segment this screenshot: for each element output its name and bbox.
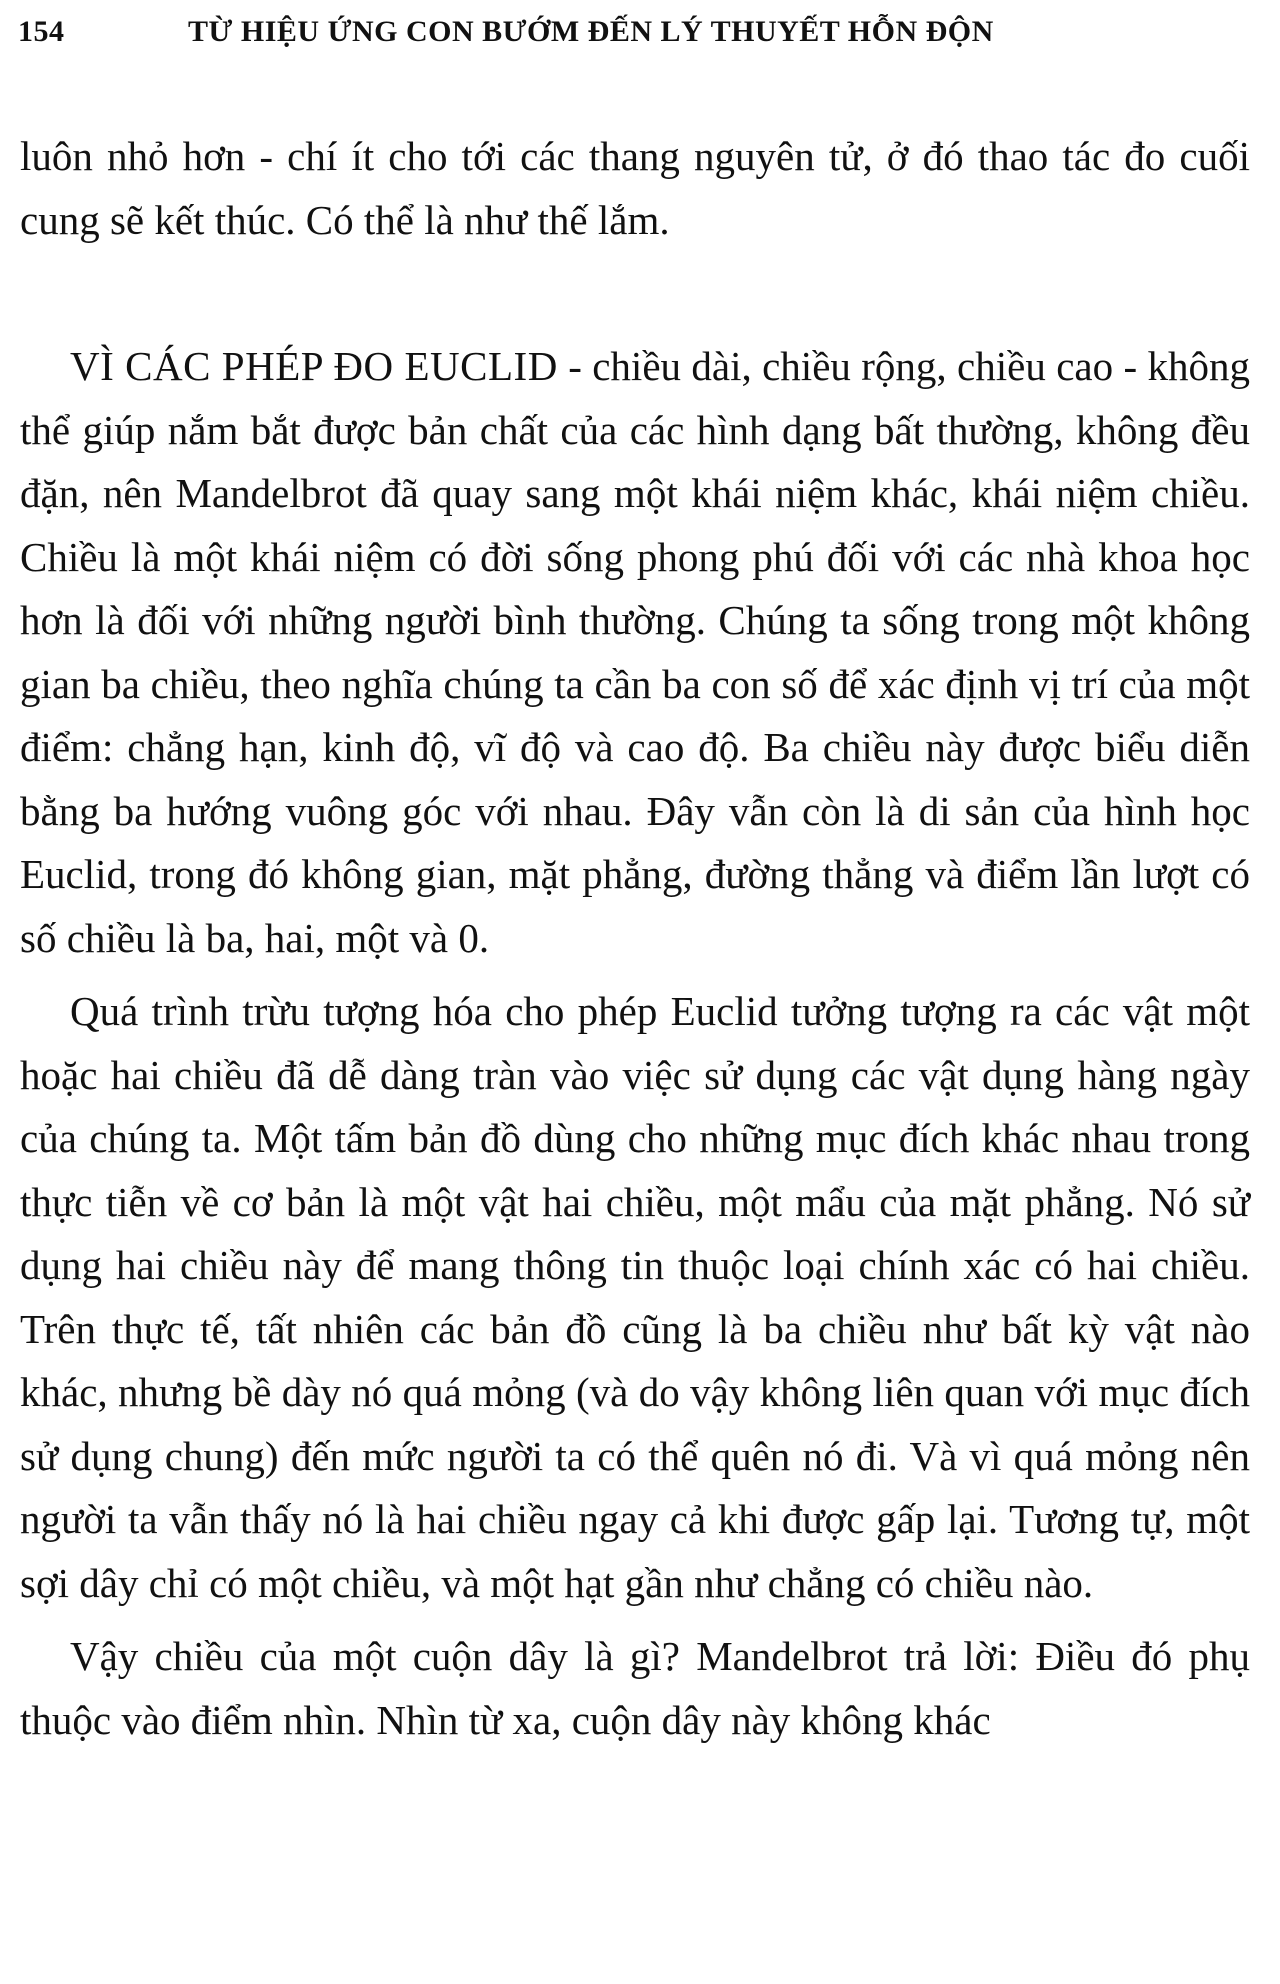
paragraph-continued: luôn nhỏ hơn - chí ít cho tới các thang nguyên tử, ở đó thao tác đo cuối cung sẽ kết thúc. Có thể là như thế lắm. [20,133,1250,243]
paragraph-text: - chiều dài, chiều rộng, chiều cao - không thể giúp nắm bắt được bản chất của các hình dạng bất thường, không đều đặn, nên Mandelbrot đã quay sang một khái niệm khác, khái niệm chiều. Chiều là một khái niệm có đời sống phong phú đối với các nhà khoa học hơn là đối với những người bình thường. Chúng ta sống trong một không gian ba chiều, theo nghĩa chúng ta cần ba con số để xác định vị trí của một điểm: chẳng hạn, kinh độ, vĩ độ và cao độ. Ba chiều này được biểu diễn bằng ba hướng vuông góc với nhau. Đây vẫn còn là di sản của hình học Euclid, trong đó không gian, mặt phẳng, đường thẳng và điểm lần lượt có số chiều là ba, hai, một và 0. [20,343,1250,961]
body-text [20,125,1250,1752]
running-title: TỪ HIỆU ỨNG CON BƯỚM ĐẾN LÝ THUYẾT HỖN ĐỘN [188,15,994,48]
paragraph: Vậy chiều của một cuộn dây là gì? Mandelbrot trả lời: Điều đó phụ thuộc vào điểm nhìn. Nhìn từ xa, cuộn dây này không khác [20,1633,1250,1743]
page-header [18,12,1258,52]
paragraph-section-start [20,335,1250,970]
page-number: 154 [18,15,65,48]
paragraph: Quá trình trừu tượng hóa cho phép Euclid tưởng tượng ra các vật một hoặc hai chiều đã dễ dàng tràn vào việc sử dụng các vật dụng hàng ngày của chúng ta. Một tấm bản đồ dùng cho những mục đích khác nhau trong thực tiễn về cơ bản là một vật hai chiều, một mẩu của mặt phẳng. Nó sử dụng hai chiều này để mang thông tin thuộc loại chính xác có hai chiều. Trên thực tế, tất nhiên các bản đồ cũng là ba chiều như bất kỳ vật nào khác, nhưng bề dày nó quá mỏng (và do vậy không liên quan với mục đích sử dụng chung) đến mức người ta có thể quên nó đi. Và vì quá mỏng nên người ta vẫn thấy nó là hai chiều ngay cả khi được gấp lại. Tương tự, một sợi dây chỉ có một chiều, và một hạt gần như chẳng có chiều nào. [20,988,1250,1606]
section-break [20,252,1250,335]
paragraph-spacing [20,1615,1250,1625]
section-lead-in: VÌ CÁC PHÉP ĐO EUCLID [70,343,558,389]
paragraph-spacing [20,970,1250,980]
